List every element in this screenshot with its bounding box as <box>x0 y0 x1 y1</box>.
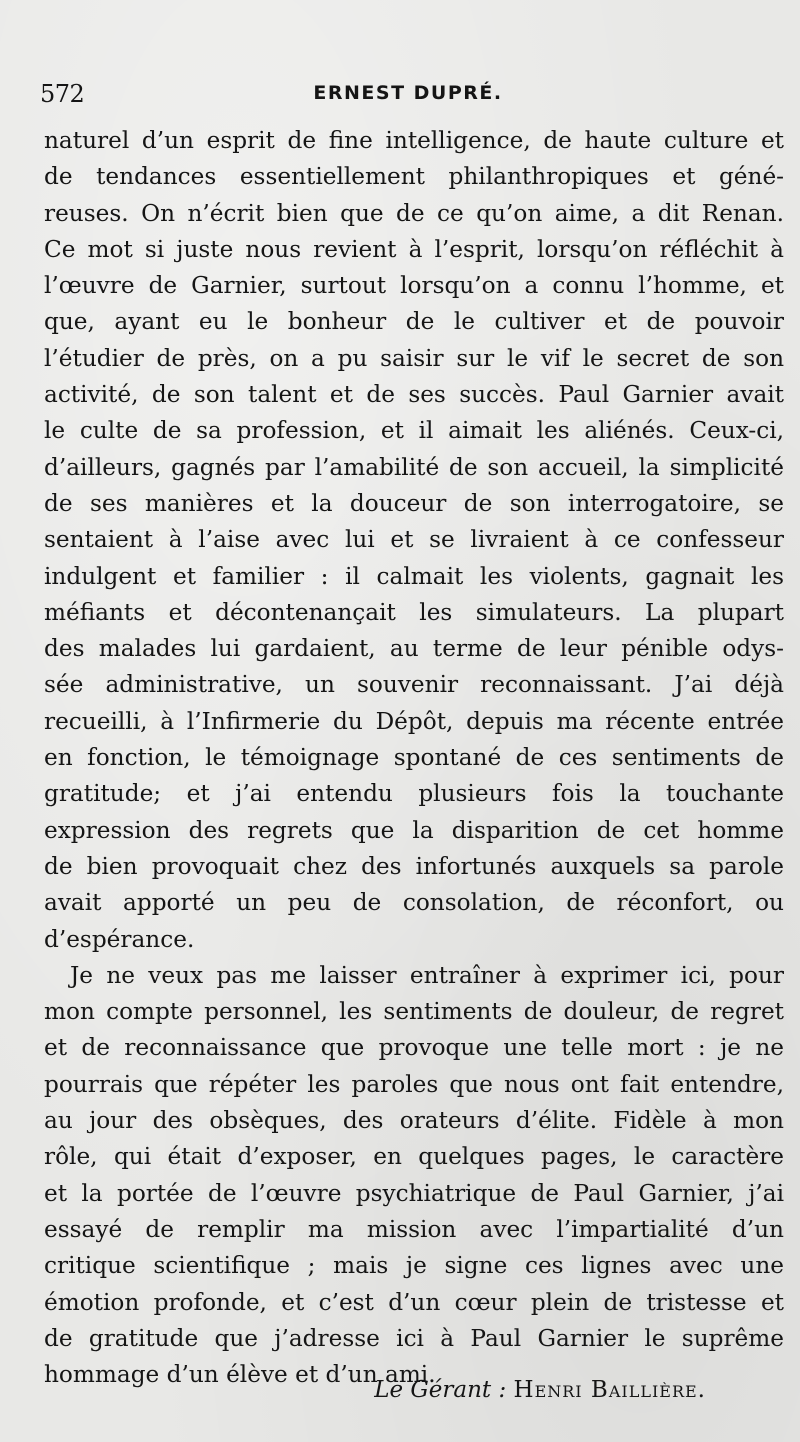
text-line: sentaient à l’aise avec lui et se livraient à ce confesseur <box>44 526 784 554</box>
signature <box>0 1372 706 1408</box>
text-line: gratitude; et j’ai entendu plusieurs fois la touchante <box>44 780 784 808</box>
text-line: de tendances essentiellement philanthropiques et géné- <box>44 163 784 191</box>
text-line: expression des regrets que la disparition de cet homme <box>44 816 784 844</box>
signature-name: Henri Baillière. <box>513 1377 706 1403</box>
text-line: et la portée de l’œuvre psychiatrique de Paul Garnier, j’ai <box>44 1179 784 1207</box>
text-line: d’ailleurs, gagnés par l’amabilité de son accueil, la simplicité <box>44 453 784 481</box>
text-line: reuses. On n’écrit bien que de ce qu’on aime, a dit Renan. <box>44 199 784 227</box>
text-line: et de reconnaissance que provoque une telle mort : je ne <box>44 1034 784 1062</box>
paragraph <box>44 958 784 1394</box>
text-line: indulgent et familier : il calmait les violents, gagnait les <box>44 562 784 590</box>
text-line: sée administrative, un souvenir reconnaissant. J’ai déjà <box>44 671 784 699</box>
text-line: recueilli, à l’Infirmerie du Dépôt, depuis ma récente entrée <box>44 707 784 735</box>
text-line: de gratitude que j’adresse ici à Paul Garnier le suprême <box>44 1324 784 1352</box>
text-line: méfiants et décontenançait les simulateurs. La plupart <box>44 598 784 626</box>
text-line: avait apporté un peu de consolation, de réconfort, ou <box>44 889 784 917</box>
text-line: critique scientifique ; mais je signe ces lignes avec une <box>44 1252 784 1280</box>
text-line: le culte de sa profession, et il aimait les aliénés. Ceux-ci, <box>44 417 784 445</box>
text-line: que, ayant eu le bonheur de le cultiver et de pouvoir <box>44 308 784 336</box>
text-line: pourrais que répéter les paroles que nous ont fait entendre, <box>44 1070 784 1098</box>
paragraph <box>44 123 784 958</box>
text-line: activité, de son talent et de ses succès. Paul Garnier avait <box>44 381 784 409</box>
text-line: l’étudier de près, on a pu saisir sur le vif le secret de son <box>44 344 784 372</box>
text-line: en fonction, le témoignage spontané de ces sentiments de <box>44 744 784 772</box>
text-line: l’œuvre de Garnier, surtout lorsqu’on a connu l’homme, et <box>44 272 784 300</box>
body-text <box>44 123 784 1393</box>
text-line: émotion profonde, et c’est d’un cœur plein de tristesse et <box>44 1288 784 1316</box>
text-line: d’espérance. <box>44 925 195 953</box>
text-line: au jour des obsèques, des orateurs d’élite. Fidèle à mon <box>44 1107 784 1135</box>
running-head: ERNEST DUPRÉ. <box>313 82 503 104</box>
page-number: 572 <box>40 80 85 108</box>
text-line: rôle, qui était d’exposer, en quelques pages, le caractère <box>44 1143 784 1171</box>
signature-label: Le Gérant : <box>374 1377 507 1403</box>
text-line: de bien provoquait chez des infortunés auxquels sa parole <box>44 852 784 880</box>
text-line: essayé de remplir ma mission avec l’impartialité d’un <box>44 1215 784 1243</box>
text-line: de ses manières et la douceur de son interrogatoire, se <box>44 489 784 517</box>
text-line: naturel d’un esprit de fine intelligence, de haute culture et <box>44 127 784 154</box>
text-line: Je ne veux pas me laisser entraîner à exprimer ici, pour <box>70 961 784 989</box>
page-header <box>38 80 778 116</box>
text-line: hommage d’un élève et d’un ami. <box>44 1361 436 1389</box>
text-line: des malades lui gardaient, au terme de leur pénible odys- <box>44 635 784 663</box>
text-line: Ce mot si juste nous revient à l’esprit, lorsqu’on réfléchit à <box>44 235 784 263</box>
text-line: mon compte personnel, les sentiments de douleur, de regret <box>44 998 784 1026</box>
